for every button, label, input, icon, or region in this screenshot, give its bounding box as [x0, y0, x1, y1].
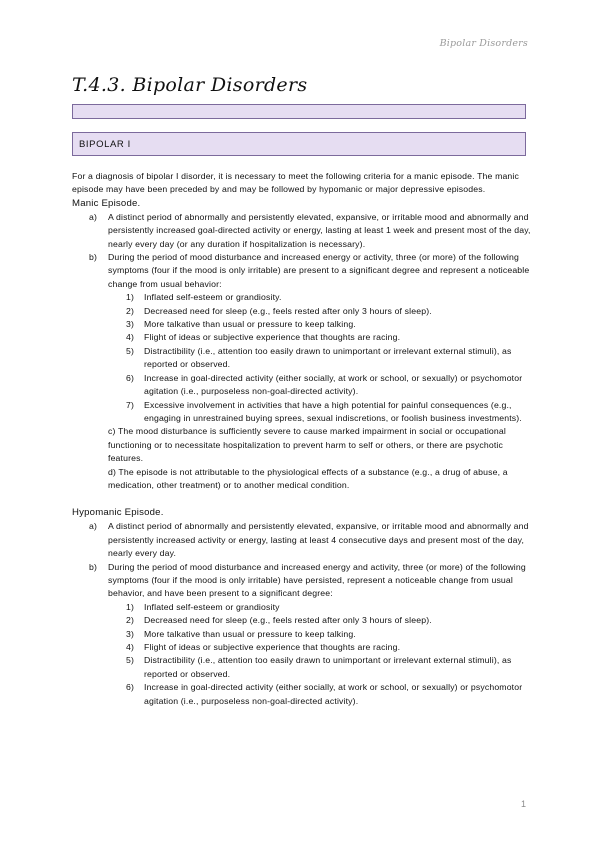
section-label: BIPOLAR I — [79, 139, 131, 150]
symptom-marker: 5) — [126, 345, 135, 356]
criterion-marker: a) — [89, 211, 98, 222]
symptom-marker: 4) — [126, 642, 135, 652]
document-body — [72, 170, 532, 708]
symptom-marker: 6) — [126, 372, 135, 383]
criterion-text: During the period of mood disturbance and increased energy and activity, three (or more) of the following symptoms (four if the mood is only irritable) have persisted, represent a noticeable change from usual behavior, and have been present to a significant degree: — [108, 561, 526, 599]
hypomanic-symptom-6 — [72, 681, 532, 708]
hypomanic-symptom-2 — [72, 614, 532, 627]
symptom-marker: 3) — [126, 628, 135, 639]
manic-symptom-7 — [72, 399, 532, 426]
page-title: T.4.3. Bipolar Disorders — [72, 74, 308, 96]
hypomanic-episode-heading: Hypomanic Episode. — [72, 507, 164, 519]
symptom-marker: 7) — [126, 399, 135, 410]
title-band — [72, 104, 526, 119]
symptom-text: Inflated self-esteem or grandiosity — [144, 601, 280, 612]
symptom-marker: 2) — [126, 615, 135, 626]
hypomanic-symptom-5 — [72, 654, 532, 681]
symptom-marker: 6) — [126, 682, 135, 693]
symptom-marker: 1) — [126, 292, 135, 303]
symptom-text: Distractibility (i.e., attention too easily drawn to unimportant or irrelevant external stimuli), as reported or observed. — [144, 345, 512, 370]
manic-symptom-4 — [72, 331, 532, 344]
criterion-marker: a) — [89, 521, 98, 532]
criterion-marker: b) — [89, 252, 98, 263]
manic-criterion-a — [72, 211, 532, 251]
symptom-marker: 4) — [126, 332, 135, 343]
symptom-text: More talkative than usual or pressure to keep talking. — [144, 319, 356, 330]
section-gap — [72, 492, 532, 506]
hypomanic-criterion-b — [72, 561, 532, 601]
intro-paragraph: For a diagnosis of bipolar I disorder, it is necessary to meet the following criteria for a manic episode. The manic episode may have been preceded by and may be followed by hypomanic or major depressive episodes. — [72, 171, 519, 195]
section-band — [72, 132, 526, 156]
symptom-text: Increase in goal-directed activity (either socially, at work or school, or sexually) or psychomotor agitation (i.e., purposeless non-goal-directed activity). — [144, 372, 523, 397]
manic-symptom-3 — [72, 318, 532, 331]
manic-criterion-c: c) The mood disturbance is sufficiently severe to cause marked impairment in social or occupational functioning or to necessitate hospitalization to prevent harm to self or others, or there are psychotic features. — [108, 426, 506, 464]
running-header: Bipolar Disorders — [439, 38, 528, 49]
symptom-marker: 3) — [126, 319, 135, 330]
symptom-text: Distractibility (i.e., attention too easily drawn to unimportant or irrelevant external stimuli), as reported or observed. — [144, 655, 512, 679]
symptom-marker: 2) — [126, 305, 135, 316]
symptom-text: Decreased need for sleep (e.g., feels rested after only 3 hours of sleep). — [144, 615, 432, 626]
hypomanic-symptom-3 — [72, 628, 532, 641]
hypomanic-symptom-1 — [72, 601, 532, 614]
symptom-text: Increase in goal-directed activity (either socially, at work or school, or sexually) or psychomotor agitation (i.e., purposeless non-goal-directed activity). — [144, 682, 523, 706]
page-number: 1 — [520, 799, 526, 809]
symptom-marker: 5) — [126, 655, 135, 666]
symptom-text: Flight of ideas or subjective experience that thoughts are racing. — [144, 642, 401, 652]
manic-criterion-d: d) The episode is not attributable to the physiological effects of a substance (e.g., a drug of abuse, a medication, other treatment) or to another medical condition. — [108, 466, 508, 490]
manic-episode-heading: Manic Episode. — [72, 197, 141, 209]
symptom-text: Excessive involvement in activities that have a high potential for painful consequences (e.g., engaging in unrestrained buying sprees, sexual indiscretions, or foolish business investments). — [144, 399, 522, 423]
criterion-text: During the period of mood disturbance and increased energy or activity, three (or more) of the following symptoms (four if the mood is only irritable) are present to a significant degree and represent a noticeable change from usual behavior: — [108, 252, 530, 289]
manic-symptom-6 — [72, 372, 532, 399]
symptom-marker: 1) — [126, 601, 135, 612]
manic-symptom-1 — [72, 291, 532, 304]
criterion-text: A distinct period of abnormally and persistently elevated, expansive, or irritable mood and abnormally and persistently increased activity or energy, lasting at least 4 consecutive days and present most of the day, nearly every day. — [108, 521, 529, 559]
symptom-text: Inflated self-esteem or grandiosity. — [144, 292, 282, 303]
hypomanic-symptom-4 — [72, 641, 532, 654]
manic-symptom-2 — [72, 305, 532, 318]
manic-symptom-5 — [72, 345, 532, 372]
symptom-text: More talkative than usual or pressure to keep talking. — [144, 628, 356, 639]
manic-criterion-b — [72, 251, 532, 291]
symptom-text: Decreased need for sleep (e.g., feels rested after only 3 hours of sleep). — [144, 305, 432, 316]
criterion-text: A distinct period of abnormally and persistently elevated, expansive, or irritable mood and abnormally and persistently increased goal-directed activity or energy, lasting at least 1 week and present most of the day, nearly every day (or any duration if hospitalization is necessary). — [108, 211, 531, 249]
hypomanic-criterion-a — [72, 520, 532, 560]
symptom-text: Flight of ideas or subjective experience that thoughts are racing. — [144, 332, 401, 343]
criterion-marker: b) — [89, 561, 98, 572]
